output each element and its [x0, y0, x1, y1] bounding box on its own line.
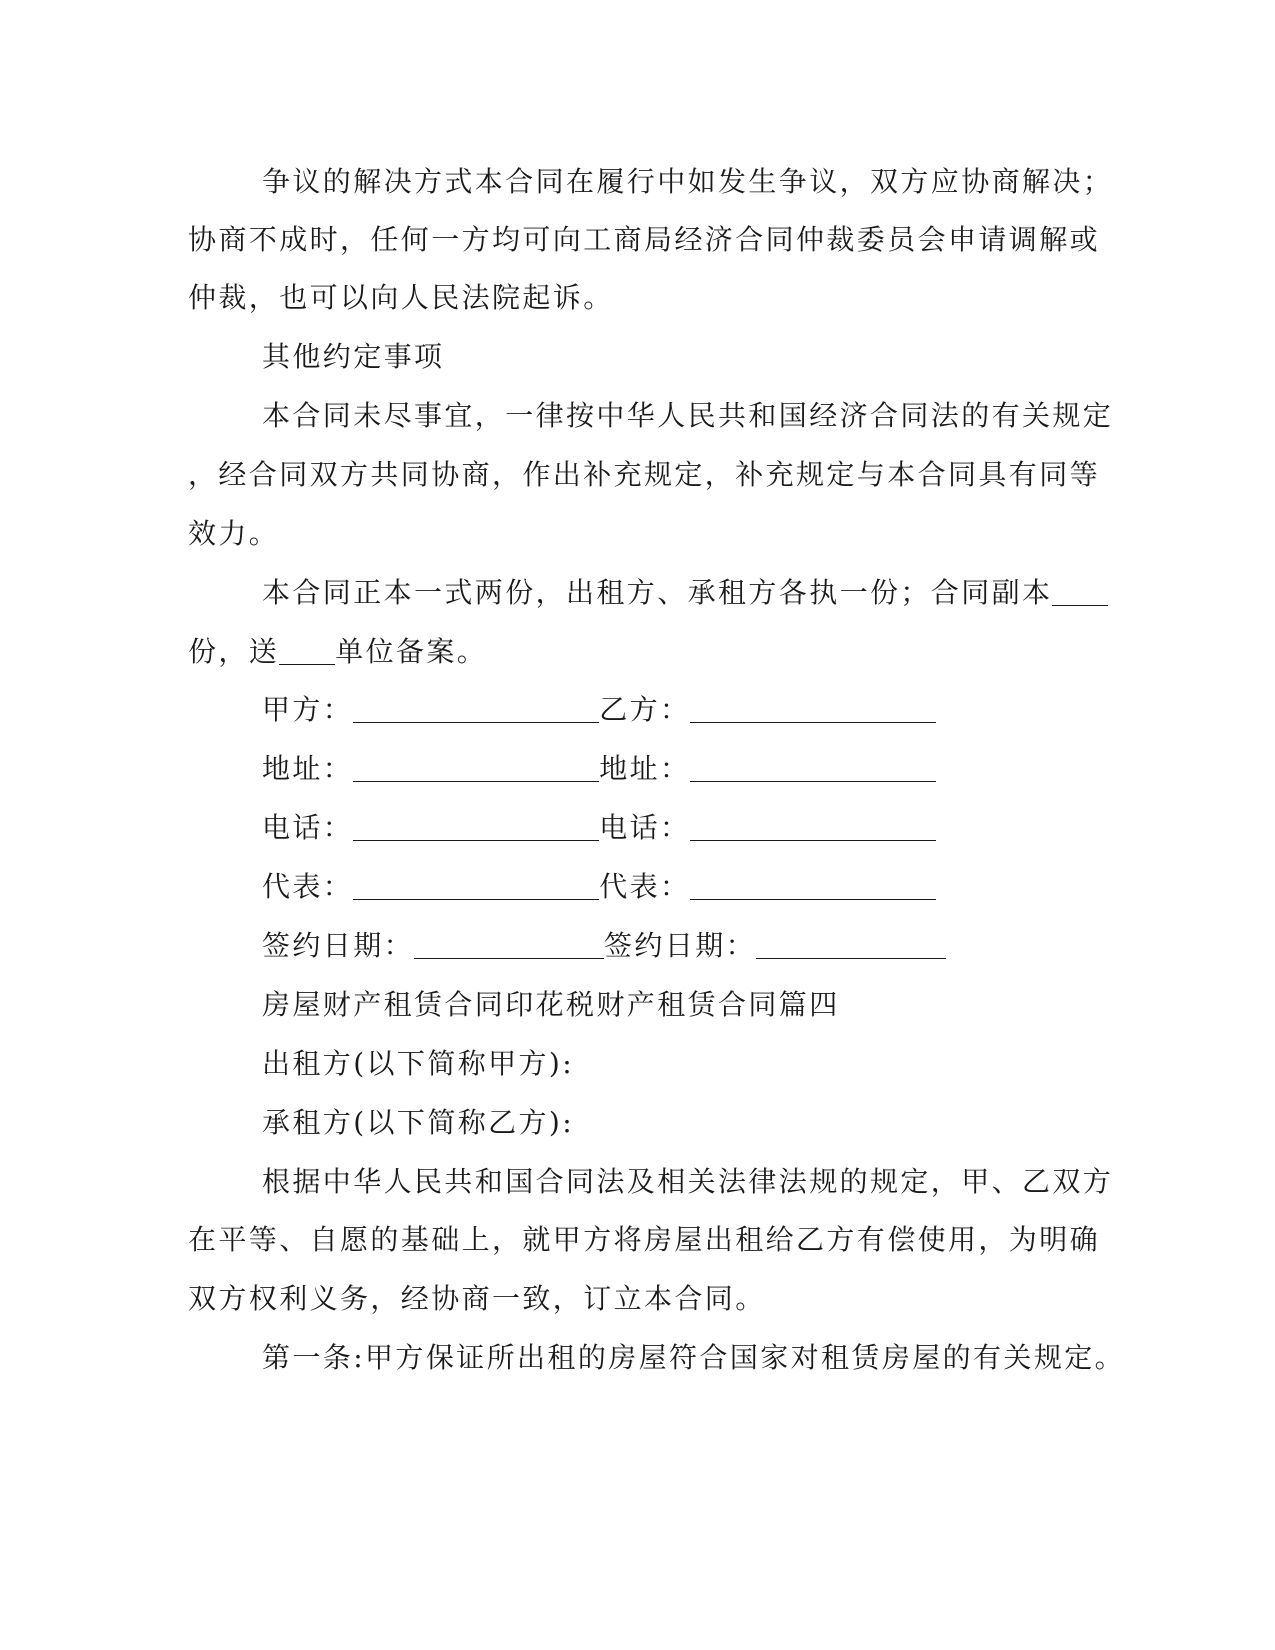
other-matters-heading: 其他约定事项: [262, 340, 445, 373]
rep-a-blank: [353, 871, 599, 900]
lessor-line: 出租方(以下简称甲方):: [262, 1047, 575, 1080]
party-b-label: 乙方：: [599, 693, 691, 726]
dispute-line-2: 协商不成时，任何一方均可向工商局经济合同仲裁委员会申请调解或: [188, 223, 1101, 256]
signature-row-party: [262, 690, 936, 730]
intro-line-2: 在平等、自愿的基础上，就甲方将房屋出租给乙方有偿使用，为明确: [188, 1223, 1101, 1256]
copies-text: 本合同正本一式两份，出租方、承租方各执一份；合同副本: [262, 576, 1053, 609]
date-a-blank: [414, 930, 604, 959]
supplement-line-2: ，经合同双方共同协商，作出补充规定，补充规定与本合同具有同等: [188, 458, 1101, 491]
supplement-line-3: 效力。: [188, 517, 280, 550]
party-a-blank: [353, 694, 599, 723]
phone-a-blank: [353, 812, 599, 841]
article-1-line: 第一条:甲方保证所出租的房屋符合国家对租赁房屋的有关规定。: [262, 1341, 1126, 1374]
rep-b-label: 代表：: [599, 870, 691, 903]
party-b-blank: [690, 694, 936, 723]
intro-line-3: 双方权利义务，经协商一致，订立本合同。: [188, 1282, 766, 1315]
signature-row-date: [262, 926, 946, 966]
dispute-line-1: 争议的解决方式本合同在履行中如发生争议，双方应协商解决；: [262, 165, 1114, 198]
signature-row-phone: [262, 808, 936, 848]
phone-b-blank: [690, 812, 936, 841]
dispute-line-3: 仲裁，也可以向人民法院起诉。: [188, 281, 614, 314]
phone-b-label: 电话：: [599, 811, 691, 844]
section-4-title: 房屋财产租赁合同印花税财产租赁合同篇四: [262, 988, 840, 1021]
address-b-label: 地址：: [599, 752, 691, 785]
rep-a-label: 代表：: [262, 870, 354, 903]
supplement-line-1: 本合同未尽事宜，一律按中华人民共和国经济合同法的有关规定: [262, 399, 1114, 432]
copies-count-blank: [1052, 577, 1108, 606]
signature-row-representative: [262, 867, 936, 907]
date-b-blank: [756, 930, 946, 959]
address-a-blank: [353, 753, 599, 782]
date-b-label: 签约日期：: [604, 929, 757, 962]
intro-line-1: 根据中华人民共和国合同法及相关法律法规的规定，甲、乙双方: [262, 1165, 1114, 1198]
copies-send-text: 份，送: [188, 635, 280, 668]
date-a-label: 签约日期：: [262, 929, 415, 962]
address-b-blank: [690, 753, 936, 782]
copies-line-2: [188, 632, 487, 672]
rep-b-blank: [690, 871, 936, 900]
copies-line-1: [262, 573, 1108, 613]
lessee-line: 承租方(以下简称乙方):: [262, 1106, 575, 1139]
party-a-label: 甲方：: [262, 693, 354, 726]
copies-filing-text: 单位备案。: [335, 635, 488, 668]
signature-row-address: [262, 749, 936, 789]
phone-a-label: 电话：: [262, 811, 354, 844]
filing-unit-blank: [279, 636, 335, 665]
address-a-label: 地址：: [262, 752, 354, 785]
